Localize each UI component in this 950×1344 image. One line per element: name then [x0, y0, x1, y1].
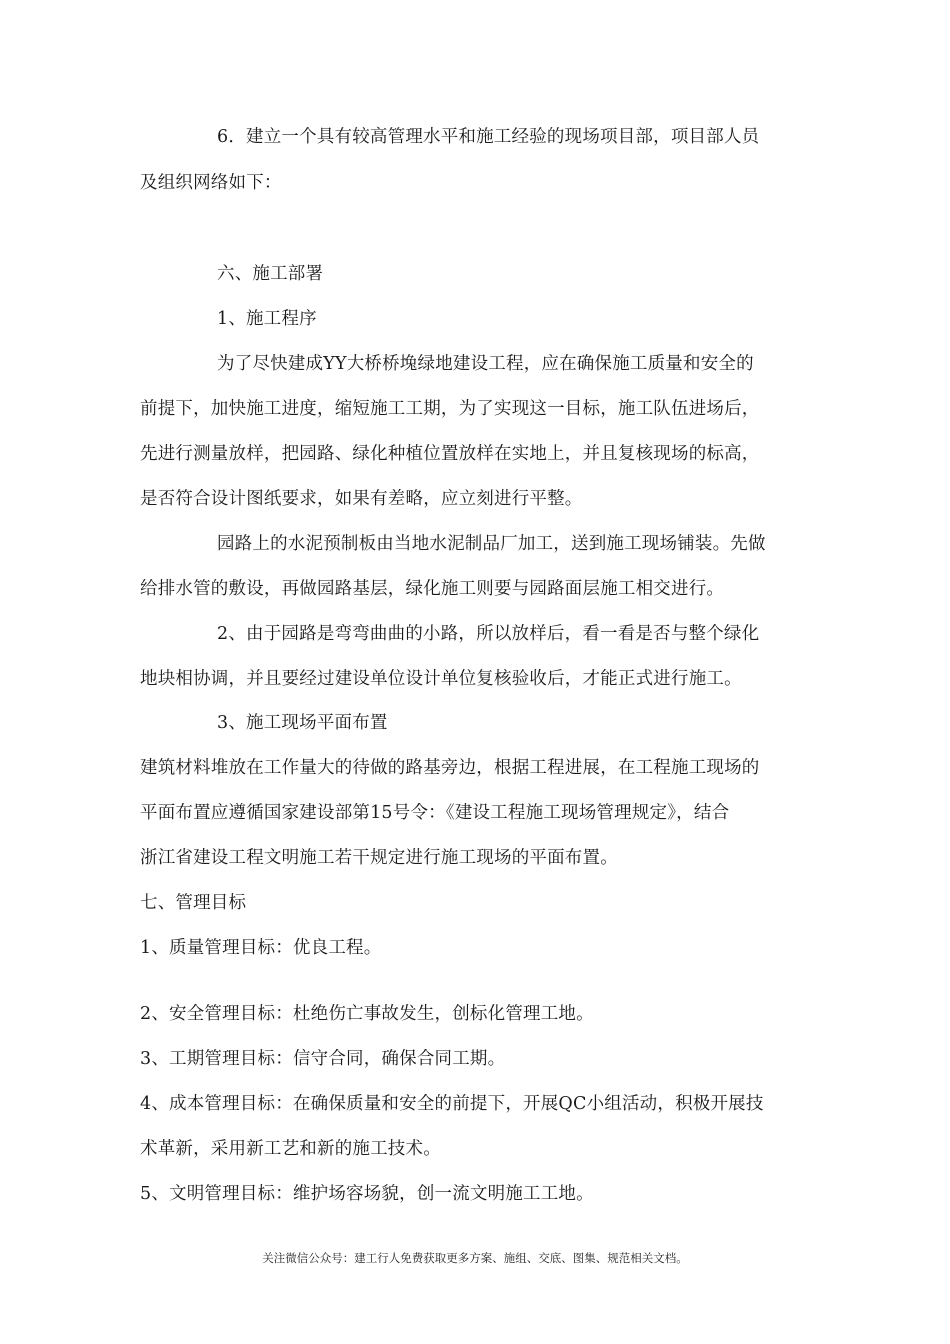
section-heading: 七、管理目标: [140, 893, 247, 913]
list-item: 2、安全管理目标：杜绝伤亡事故发生，创标化管理工地。: [140, 1004, 594, 1024]
text-line: 平面布置应遵循国家建设部第15号令：《建设工程施工现场管理规定》，结合: [140, 803, 730, 823]
text-line: 2、由于园路是弯弯曲曲的小路，所以放样后，看一看是否与整个绿化: [217, 624, 760, 644]
text-line: 先进行测量放样，把园路、绿化种植位置放样在实地上，并且复核现场的标高，: [140, 444, 760, 464]
text-line: 园路上的水泥预制板由当地水泥制品厂加工，送到施工现场铺装。先做: [217, 534, 766, 554]
text-line: 是否符合设计图纸要求，如果有差略，应立刻进行平整。: [140, 489, 583, 509]
text-line: 地块相协调，并且要经过建设单位设计单位复核验收后，才能正式进行施工。: [140, 669, 742, 689]
text-line: 术革新，采用新工艺和新的施工技术。: [140, 1139, 441, 1159]
text-line: 6．建立一个具有较高管理水平和施工经验的现场项目部，项目部人员: [217, 127, 760, 147]
text-line: 浙江省建设工程文明施工若干规定进行施工现场的平面布置。: [140, 848, 618, 868]
section-heading: 六、施工部署: [217, 264, 324, 284]
page-footer: 关注微信公众号：建工行人免费获取更多方案、施组、交底、图集、规范相关文档。: [262, 1251, 688, 1265]
list-item: 5、文明管理目标：维护场容场貌，创一流文明施工工地。: [140, 1184, 594, 1204]
subsection-heading: 3、施工现场平面布置: [217, 713, 388, 733]
text-line: 前提下，加快施工进度，缩短施工工期，为了实现这一目标，施工队伍进场后，: [140, 399, 760, 419]
list-item: 1、质量管理目标：优良工程。: [140, 938, 382, 958]
list-item: 4、成本管理目标：在确保质量和安全的前提下，开展QC小组活动，积极开展技: [140, 1094, 764, 1114]
subsection-heading: 1、施工程序: [217, 309, 317, 329]
text-line: 及组织网络如下：: [140, 173, 282, 193]
text-line: 给排水管的敷设，再做园路基层，绿化施工则要与园路面层施工相交进行。: [140, 579, 725, 599]
text-line: 为了尽快建成YY大桥桥堍绿地建设工程，应在确保施工质量和安全的: [217, 354, 754, 374]
list-item: 3、工期管理目标：信守合同，确保合同工期。: [140, 1049, 506, 1069]
text-line: 建筑材料堆放在工作量大的待做的路基旁边，根据工程进展，在工程施工现场的: [140, 758, 760, 778]
